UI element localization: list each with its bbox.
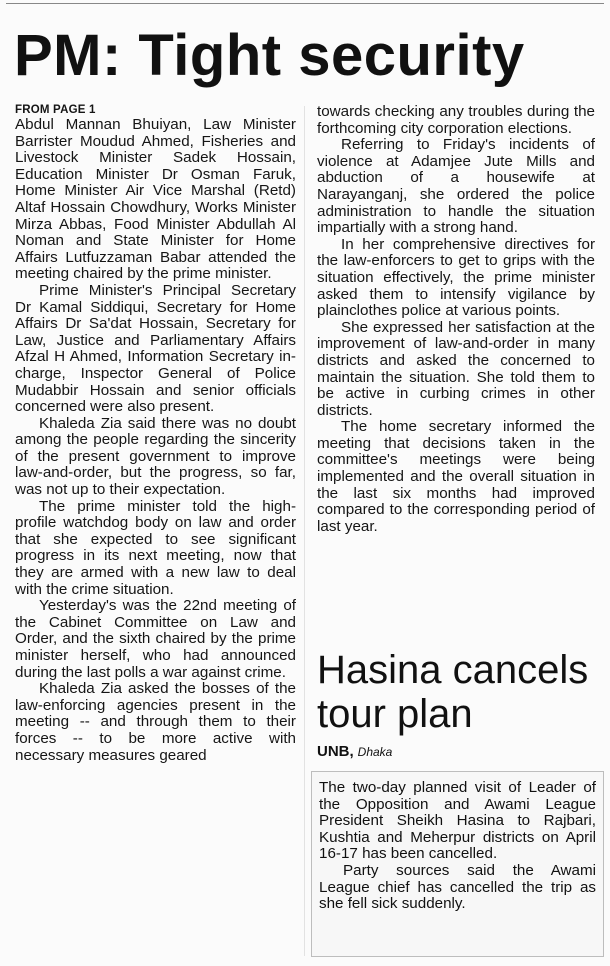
sidebar-story-box bbox=[311, 771, 604, 957]
byline-place: Dhaka bbox=[357, 745, 393, 759]
article-column-right bbox=[317, 104, 595, 535]
sidebar-paragraph: Party sources said the Awami League chief has cancelled the trip as she fell sick suddenly. bbox=[319, 861, 596, 913]
article-paragraph: Abdul Mannan Bhuiyan, Law Minister Barrister Moudud Ahmed, Fisheries and Livestock Minister Sadek Hossain, Education Minister Dr Osman Faruk, Home Minister Air Vice Marshal (Retd) Altaf Hossain Chowdhury, Works Minister Mirza Abbas, Food Minister Abdullah Al Noman and State Minister for Home Affairs Lutfuzzaman Babar attended the meeting chaired by the prime minister. bbox=[15, 116, 296, 283]
article-paragraph: Khaleda Zia asked the bosses of the law-enforcing agencies present in the meeting -- and through them to their forces -- to be more active with necessary measures geared bbox=[15, 680, 296, 764]
article-paragraph: Referring to Friday's incidents of violence at Adamjee Jute Mills and abduction of a housewife at Narayanganj, she ordered the police administration to handle the situation impartially with a strong hand. bbox=[317, 136, 595, 237]
kicker-from-page: FROM PAGE 1 bbox=[15, 104, 96, 116]
article-paragraph: The prime minister told the high-profile watchdog body on law and order that she expected to see significant progress in its next meeting, now that they are armed with a new law to deal with the crime situation. bbox=[15, 497, 296, 598]
article-paragraph: The home secretary informed the meeting that decisions taken in the committee's meetings were being implemented and the overall situation in the last six months had improved compared to the corresponding period of last year. bbox=[317, 418, 595, 535]
article-column-left bbox=[15, 104, 296, 764]
sidebar-paragraph: The two-day planned visit of Leader of the Opposition and Awami League President Sheikh Hasina to Rajbari, Kushtia and Meherpur districts on April 16-17 has been cancelled. bbox=[319, 779, 596, 863]
sidebar-headline: Hasina cancels tour plan bbox=[317, 648, 589, 736]
byline bbox=[317, 742, 392, 761]
byline-agency: UNB, bbox=[317, 743, 354, 760]
article-paragraph: Khaleda Zia said there was no doubt among the people regarding the sincerity of the present government to improve law-and-order, but the progress, so far, was not up to their expectation. bbox=[15, 414, 296, 499]
article-paragraph: Prime Minister's Principal Secretary Dr Kamal Siddiqui, Secretary for Home Affairs Dr Sa'dat Hossain, Secretary for Law, Justice and Parliamentary Affairs Afzal H Ahmed, Information Secretary in-charge, Inspector General of Police Mudabbir Hossain and senior officials concerned were also present. bbox=[15, 281, 296, 416]
column-divider bbox=[304, 106, 305, 956]
top-rule bbox=[6, 3, 604, 4]
article-paragraph: She expressed her satisfaction at the improvement of law-and-order in many districts and asked the concerned to maintain the situation. She told them to be active in curbing crimes in other districts. bbox=[317, 318, 595, 419]
main-headline: PM: Tight security bbox=[14, 23, 525, 88]
article-paragraph: In her comprehensive directives for the law-enforcers to get to grips with the situation effectively, the prime minister asked them to intensify vigilance by plainclothes police at various points. bbox=[317, 235, 595, 320]
article-paragraph: towards checking any troubles during the forthcoming city corporation elections. bbox=[317, 103, 595, 137]
article-paragraph: Yesterday's was the 22nd meeting of the Cabinet Committee on Law and Order, and the sixth chaired by the prime minister herself, who had announced during the last polls a war against crime. bbox=[15, 597, 296, 681]
